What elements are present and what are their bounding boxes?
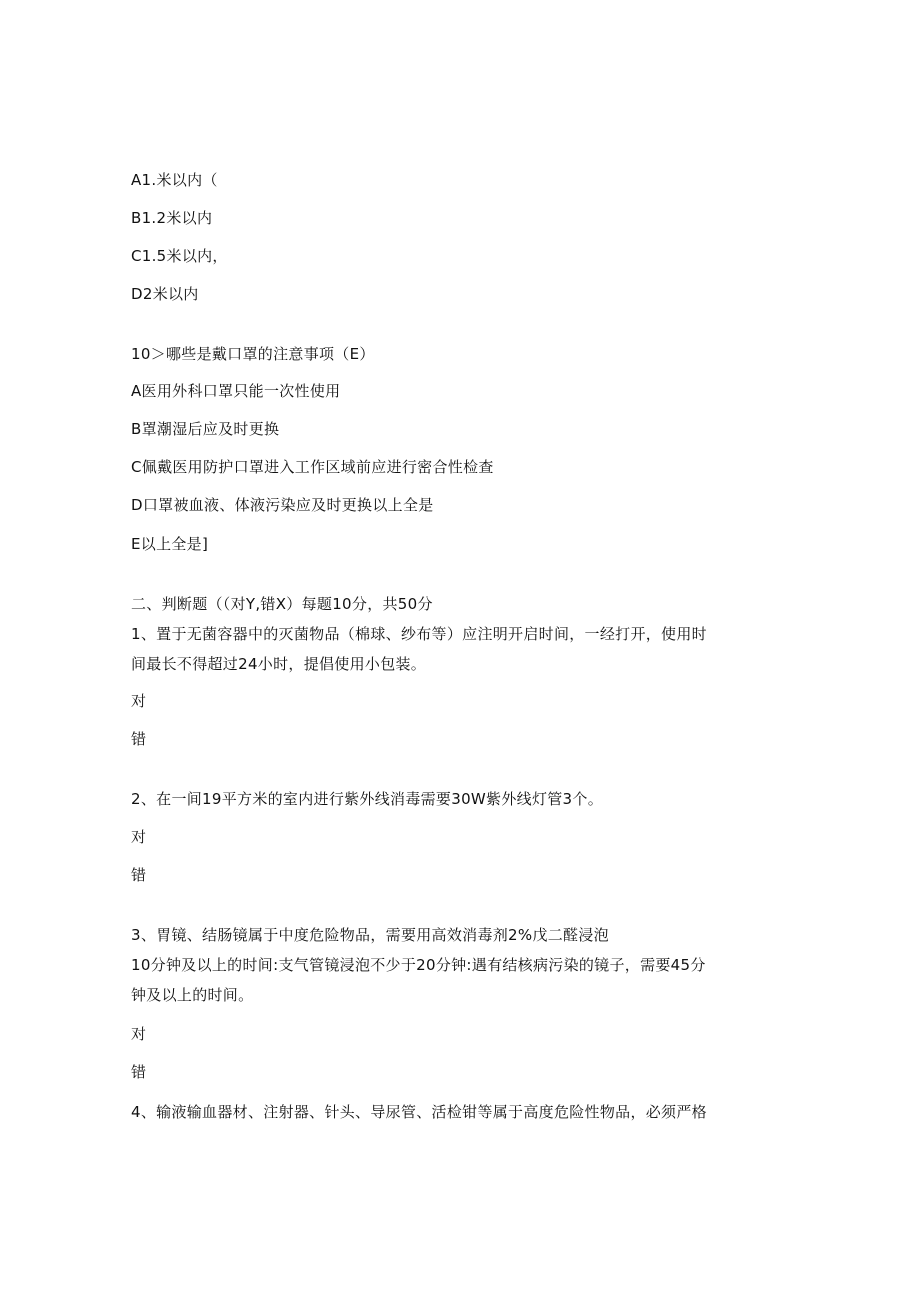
q9-option-c: C1.5米以内， <box>131 247 228 265</box>
tf-question-2-false-option: 错 <box>131 866 147 884</box>
q10-option-a: A医用外科口罩只能一次性使用 <box>131 382 341 400</box>
tf-question-3-line-1: 3、胃镜、结肠镜属于中度危险物品，需要用高效消毒剂2%戊二醛浸泡 <box>131 926 609 944</box>
tf-question-1-line-1: 1、置于无菌容器中的灭菌物品（棉球、纱布等）应注明开启时间，一经打开，使用时 <box>131 625 707 643</box>
tf-question-3-true-option: 对 <box>131 1025 147 1043</box>
tf-question-3-line-3: 钟及以上的时间。 <box>131 986 254 1004</box>
tf-question-1-line-2: 间最长不得超过24小时，提倡使用小包装。 <box>131 655 427 673</box>
q10-option-c: C佩戴医用防护口罩进入工作区域前应进行密合性检查 <box>131 458 494 476</box>
tf-question-3-line-2: 10分钟及以上的时间:支气管镜浸泡不少于20分钟:遇有结核病污染的镜子，需要45分 <box>131 956 706 974</box>
q10-stem: 10＞哪些是戴口罩的注意事项（E） <box>131 345 375 363</box>
q10-option-e: E以上全是] <box>131 535 209 553</box>
tf-question-4-line-1: 4、输液输血器材、注射器、针头、导尿管、活检钳等属于高度危险性物品，必须严格 <box>131 1103 707 1121</box>
tf-question-2-line-1: 2、在一间19平方米的室内进行紫外线消毒需要30W紫外线灯管3个。 <box>131 790 603 808</box>
q10-option-d: D口罩被血液、体液污染应及时更换以上全是 <box>131 496 434 514</box>
q9-option-b: B1.2米以内 <box>131 209 213 227</box>
tf-question-3-false-option: 错 <box>131 1063 147 1081</box>
tf-question-2-true-option: 对 <box>131 828 147 846</box>
q9-option-a: A1.米以内（ <box>131 171 218 189</box>
tf-question-1-true-option: 对 <box>131 692 147 710</box>
q9-option-d: D2米以内 <box>131 285 199 303</box>
q10-option-b: B罩潮湿后应及时更换 <box>131 420 280 438</box>
tf-question-1-false-option: 错 <box>131 730 147 748</box>
section-heading: 二、判断题（（对Y,错X）每题10分，共50分 <box>131 595 433 613</box>
